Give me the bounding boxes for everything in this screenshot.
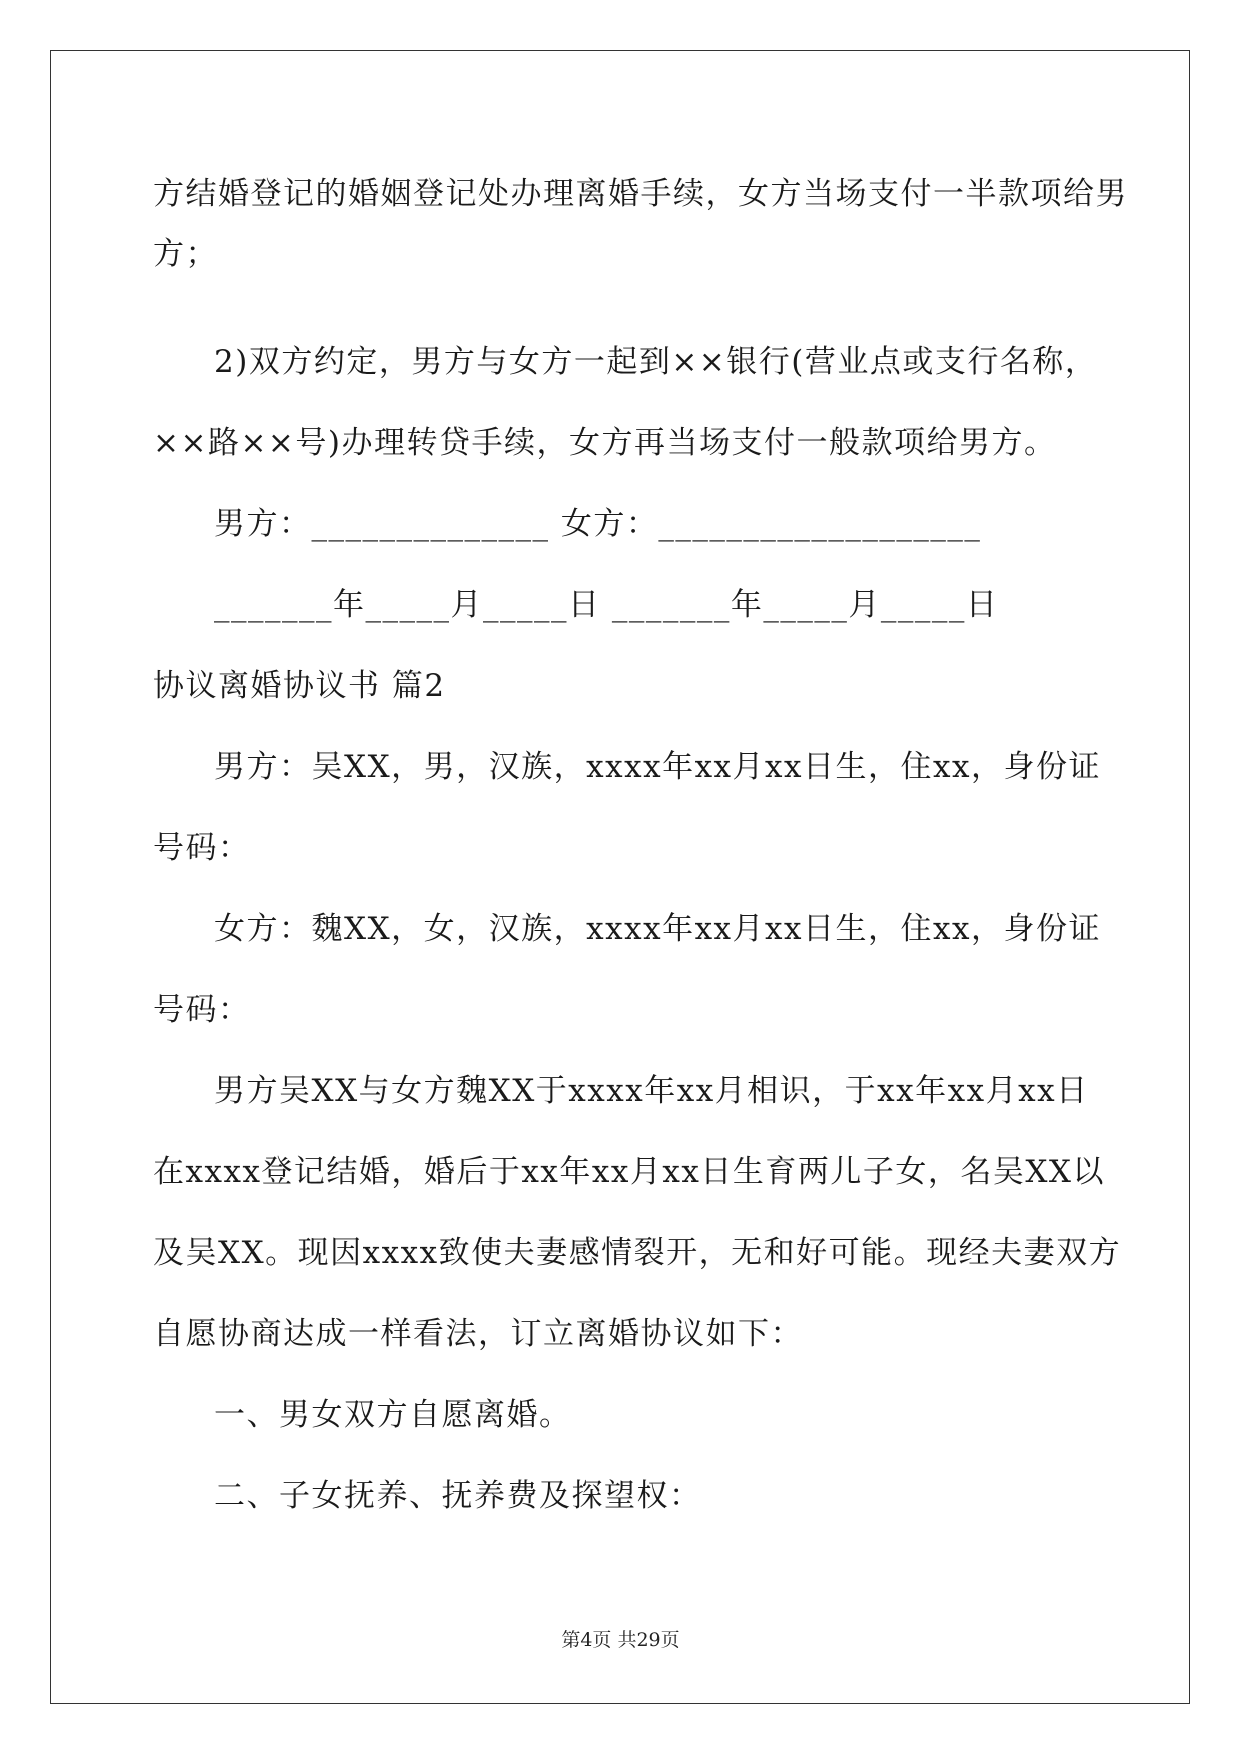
text-line: 在xxxx登记结婚，婚后于xx年xx月xx日生育两儿子女，名吴XX以 [153, 1154, 1105, 1190]
text-line: 方； [153, 236, 218, 272]
text-line: 自愿协商达成一样看法，订立离婚协议如下： [153, 1316, 803, 1352]
text-line: 号码： [153, 992, 251, 1028]
section-heading: 协议离婚协议书 篇2 [153, 668, 446, 704]
signature-line: 男方：______________ 女方：___________________ [214, 506, 982, 542]
text-line: 女方：魏XX，女，汉族，xxxx年xx月xx日生，住xx，身份证 [214, 911, 1101, 947]
text-line: 2)双方约定，男方与女方一起到××银行(营业点或支行名称， [214, 344, 1098, 380]
text-line: 号码： [153, 830, 251, 866]
text-line: 男方：吴XX，男，汉族，xxxx年xx月xx日生，住xx，身份证 [214, 749, 1101, 785]
text-line: 男方吴XX与女方魏XX于xxxx年xx月相识，于xx年xx月xx日 [214, 1073, 1089, 1109]
text-line: 一、男女双方自愿离婚。 [214, 1397, 572, 1433]
page-number: 第4页 共29页 [561, 1629, 680, 1651]
text-line: 二、子女抚养、抚养费及探望权： [214, 1478, 702, 1514]
page-border [50, 50, 1190, 1704]
text-line: ××路××号)办理转贷手续，女方再当场支付一般款项给男方。 [153, 425, 1057, 461]
text-line: 及吴XX。现因xxxx致使夫妻感情裂开，无和好可能。现经夫妻双方 [153, 1235, 1122, 1271]
date-line: _______年_____月_____日 _______年_____月_____日 [214, 587, 999, 623]
text-line: 方结婚登记的婚姻登记处办理离婚手续，女方当场支付一半款项给男 [153, 176, 1128, 212]
